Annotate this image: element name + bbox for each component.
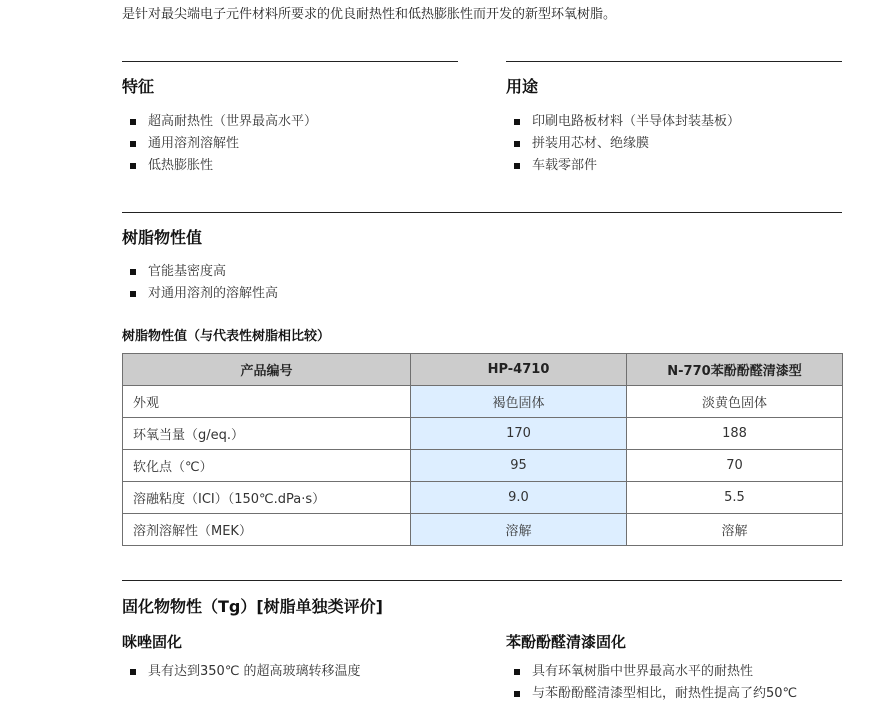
row-label: 溶融粘度（ICI）（150℃.dPa·s） (123, 482, 411, 514)
row-label: 外观 (123, 386, 411, 418)
list-item: 低热膨胀性 (122, 155, 317, 177)
table-cell: 淡黄色固体 (627, 386, 843, 418)
table-caption: 树脂物性值（与代表性树脂相比较） (122, 329, 331, 344)
table-row (123, 386, 843, 418)
table-cell: 70 (627, 450, 843, 482)
divider (122, 61, 458, 62)
imidazole-curing-title: 咪唑固化 (122, 633, 183, 651)
resin-properties-list (122, 261, 278, 305)
novolac-curing-title: 苯酚酚醛清漆固化 (506, 633, 627, 651)
table-cell: 170 (411, 418, 627, 450)
row-label: 溶剂溶解性（MEK） (123, 514, 411, 546)
table-cell: 188 (627, 418, 843, 450)
features-list (122, 111, 317, 177)
table-header-row (123, 354, 843, 386)
column-header: N-770苯酚酚醛清漆型 (627, 354, 843, 386)
table-row (123, 418, 843, 450)
list-item: 与苯酚酚醛清漆型相比，耐热性提高了约50℃ (506, 683, 797, 705)
features-title: 特征 (122, 77, 155, 96)
table-cell: 溶解 (411, 514, 627, 546)
list-item: 通用溶剂溶解性 (122, 133, 317, 155)
resin-properties-table (122, 353, 843, 546)
table-row (123, 482, 843, 514)
list-item: 具有环氧树脂中世界最高水平的耐热性 (506, 661, 797, 683)
table-cell: 褐色固体 (411, 386, 627, 418)
table-cell: 9.0 (411, 482, 627, 514)
list-item: 印刷电路板材料（半导体封装基板） (506, 111, 740, 133)
table-cell: 95 (411, 450, 627, 482)
table-cell: 5.5 (627, 482, 843, 514)
list-item: 超高耐热性（世界最高水平） (122, 111, 317, 133)
resin-properties-title: 树脂物性值 (122, 228, 203, 247)
cured-properties-title: 固化物物性（Tg）[树脂单独类评价] (122, 597, 383, 616)
divider (506, 61, 842, 62)
list-item: 具有达到350℃ 的超高玻璃转移温度 (122, 661, 361, 683)
row-label: 软化点（℃） (123, 450, 411, 482)
table-row (123, 514, 843, 546)
table-row (123, 450, 843, 482)
imidazole-curing-list (122, 661, 361, 683)
applications-list (506, 111, 740, 177)
table-cell: 溶解 (627, 514, 843, 546)
list-item: 对通用溶剂的溶解性高 (122, 283, 278, 305)
column-header: 产品编号 (123, 354, 411, 386)
divider (122, 212, 842, 213)
row-label: 环氧当量（g/eq.） (123, 418, 411, 450)
column-header: HP-4710 (411, 354, 627, 386)
novolac-curing-list (506, 661, 797, 705)
divider (122, 580, 842, 581)
applications-title: 用途 (506, 77, 539, 96)
list-item: 车载零部件 (506, 155, 740, 177)
list-item: 官能基密度高 (122, 261, 278, 283)
intro-text: 是针对最尖端电子元件材料所要求的优良耐热性和低热膨胀性而开发的新型环氧树脂。 (122, 7, 617, 22)
list-item: 拼装用芯材、绝缘膜 (506, 133, 740, 155)
